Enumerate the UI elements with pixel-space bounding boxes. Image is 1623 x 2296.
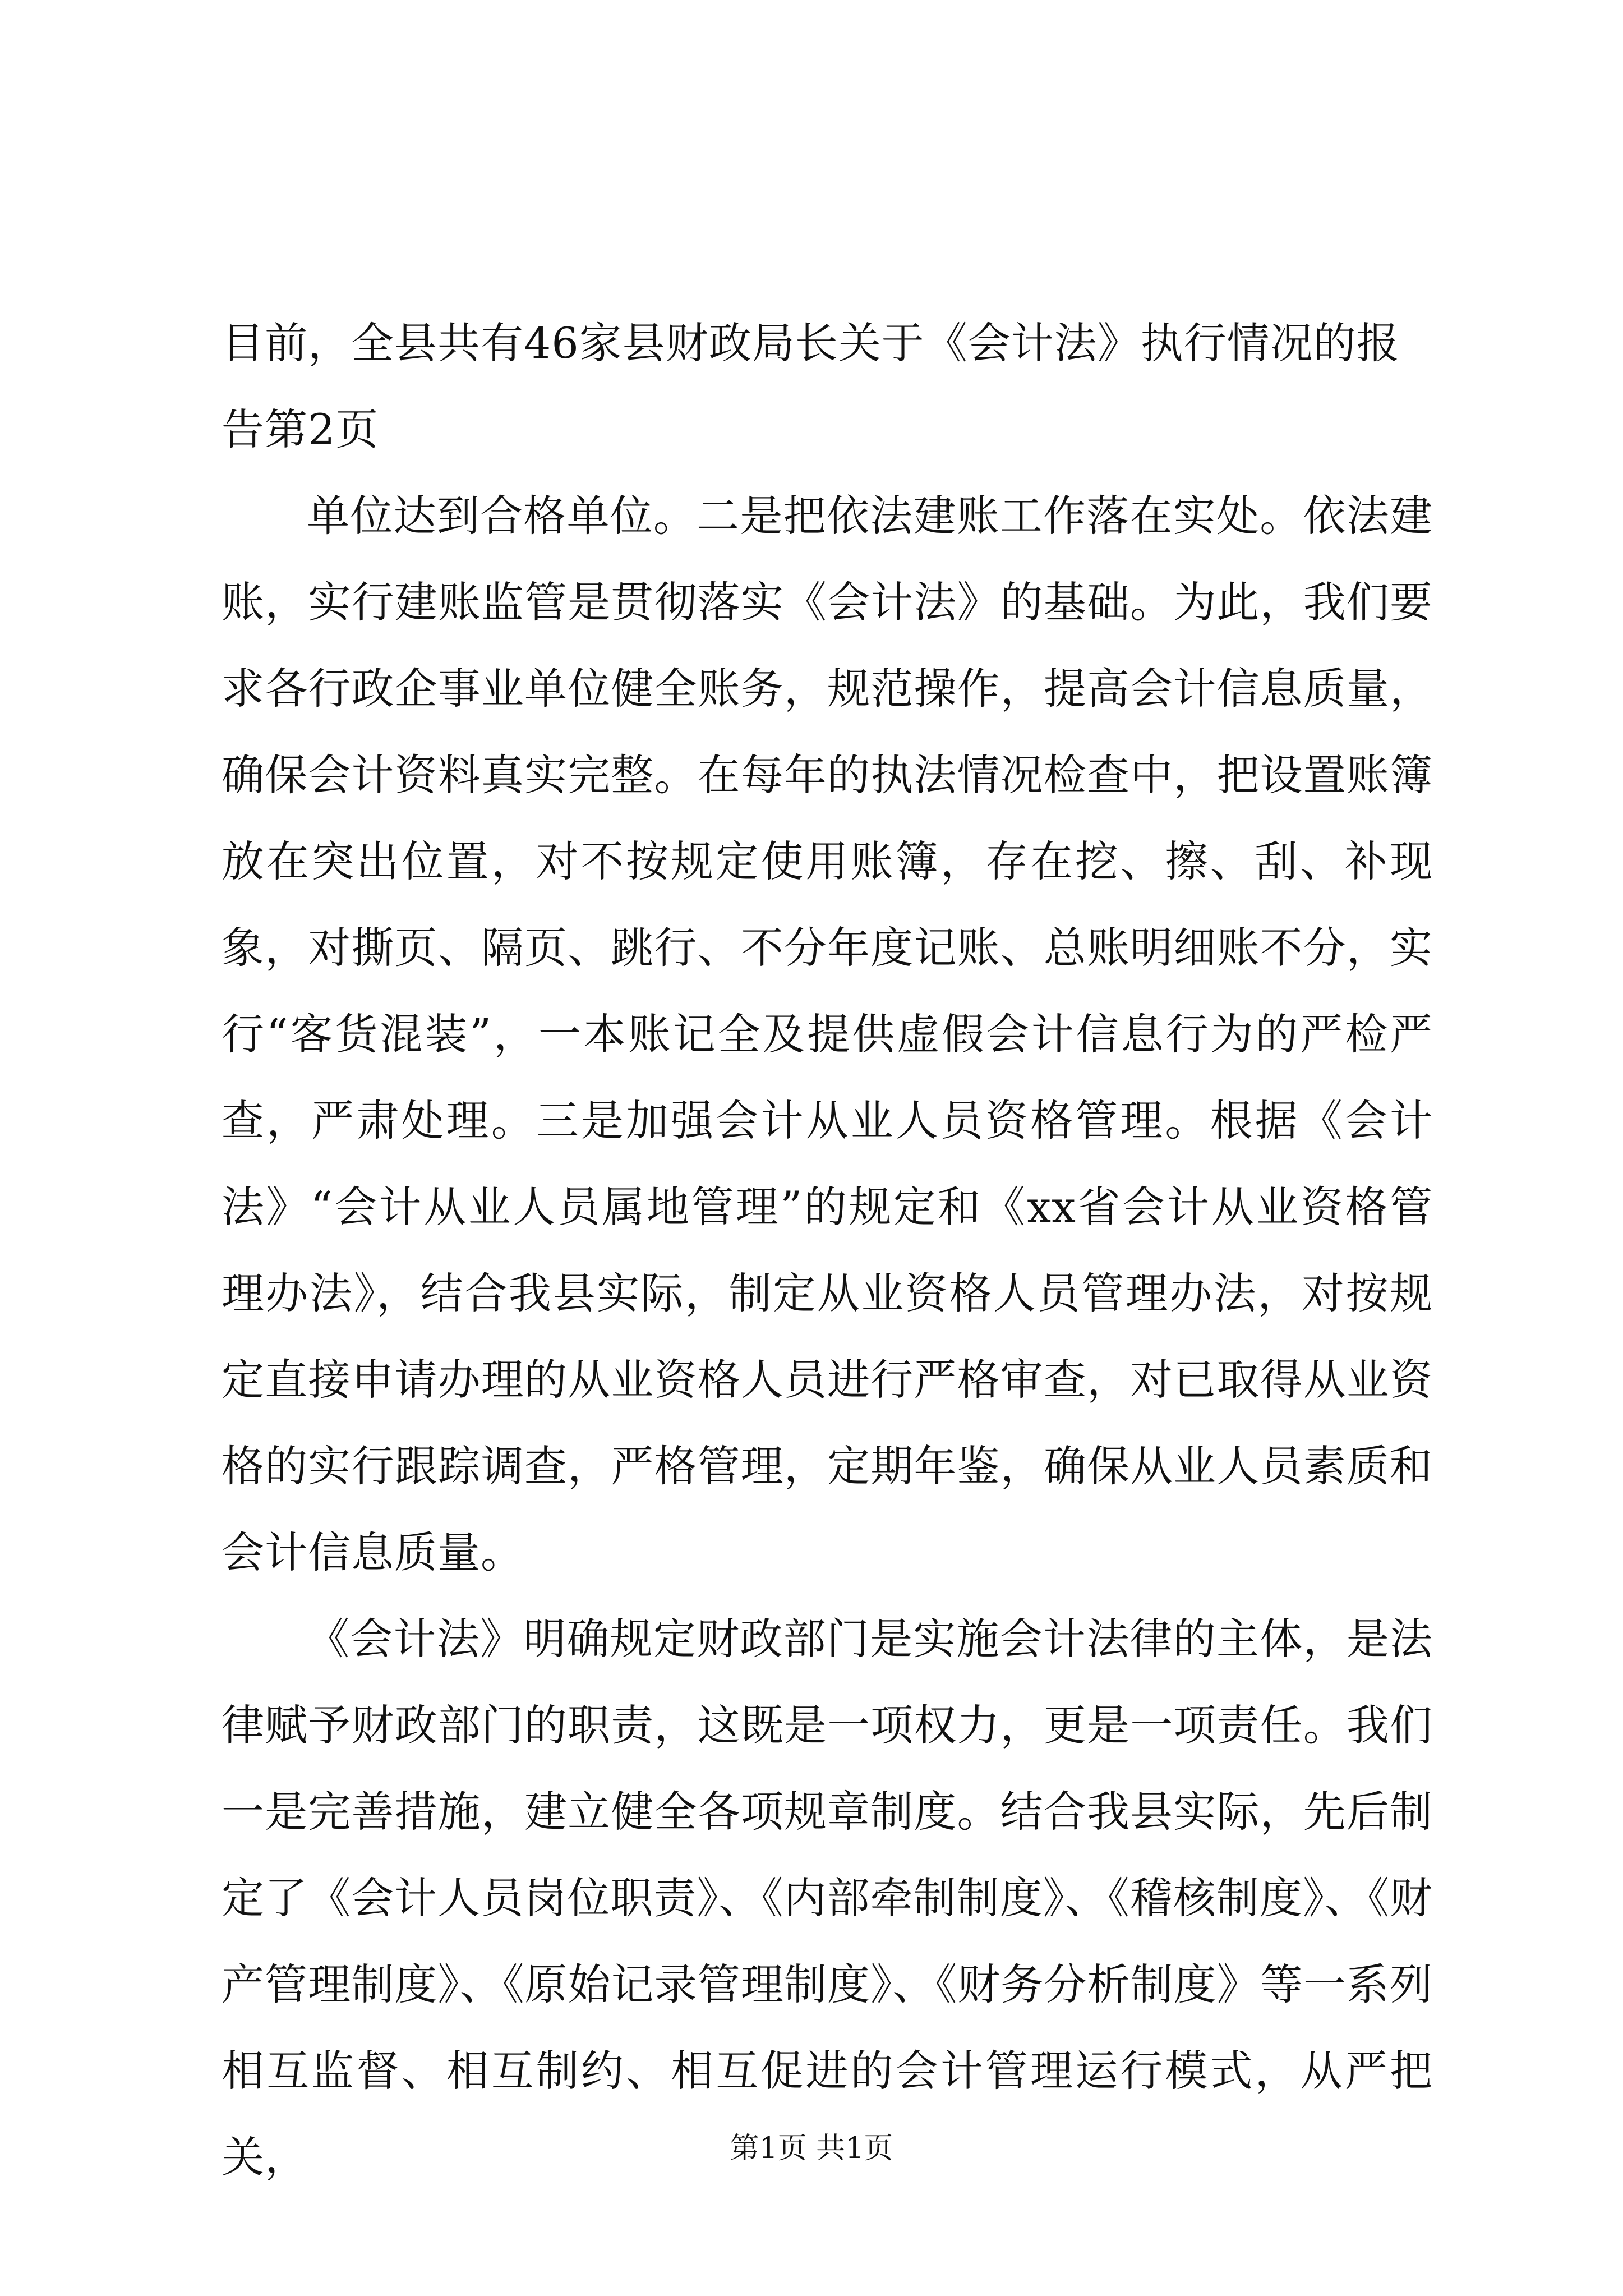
document-body — [222, 300, 1433, 2201]
body-paragraph-2: 《会计法》明确规定财政部门是实施会计法律的主体，是法律赋予财政部门的职责，这既是一项权力，更是一项责任。我们一是完善措施，建立健全各项规章制度。结合我县实际，先后制定了《会计人员岗位职责》、《内部牵制制度》、《稽核制度》、《财产管理制度》、《原始记录管理制度》、《财务分析制度》等一系列相互监督、相互制约、相互促进的会计管理运行模式，从严把关， — [222, 1614, 1433, 2182]
page-footer: 第1页 共1页 — [730, 2132, 893, 2165]
document-heading: 目前，全县共有46家县财政局长关于《会计法》执行情况的报告第2页 — [222, 318, 1400, 454]
body-paragraph-1: 单位达到合格单位。二是把依法建账工作落在实处。依法建账，实行建账监管是贯彻落实《会计法》的基础。为此，我们要求各行政企事业单位健全账务，规范操作，提高会计信息质量，确保会计资料真实完整。在每年的执法情况检查中，把设置账簿放在突出位置，对不按规定使用账簿，存在挖、擦、刮、补现象，对撕页、隔页、跳行、不分年度记账、总账明细账不分，实行“客货混装”，一本账记全及提供虚假会计信息行为的严检严查，严肃处理。三是加强会计从业人员资格管理。根据《会计法》“会计从业人员属地管理”的规定和《xx省会计从业资格管理办法》，结合我县实际，制定从业资格人员管理办法，对按规定直接申请办理的从业资格人员进行严格审查，对已取得从业资格的实行跟踪调查，严格管理，定期年鉴，确保从业人员素质和会计信息质量。 — [222, 491, 1433, 1577]
